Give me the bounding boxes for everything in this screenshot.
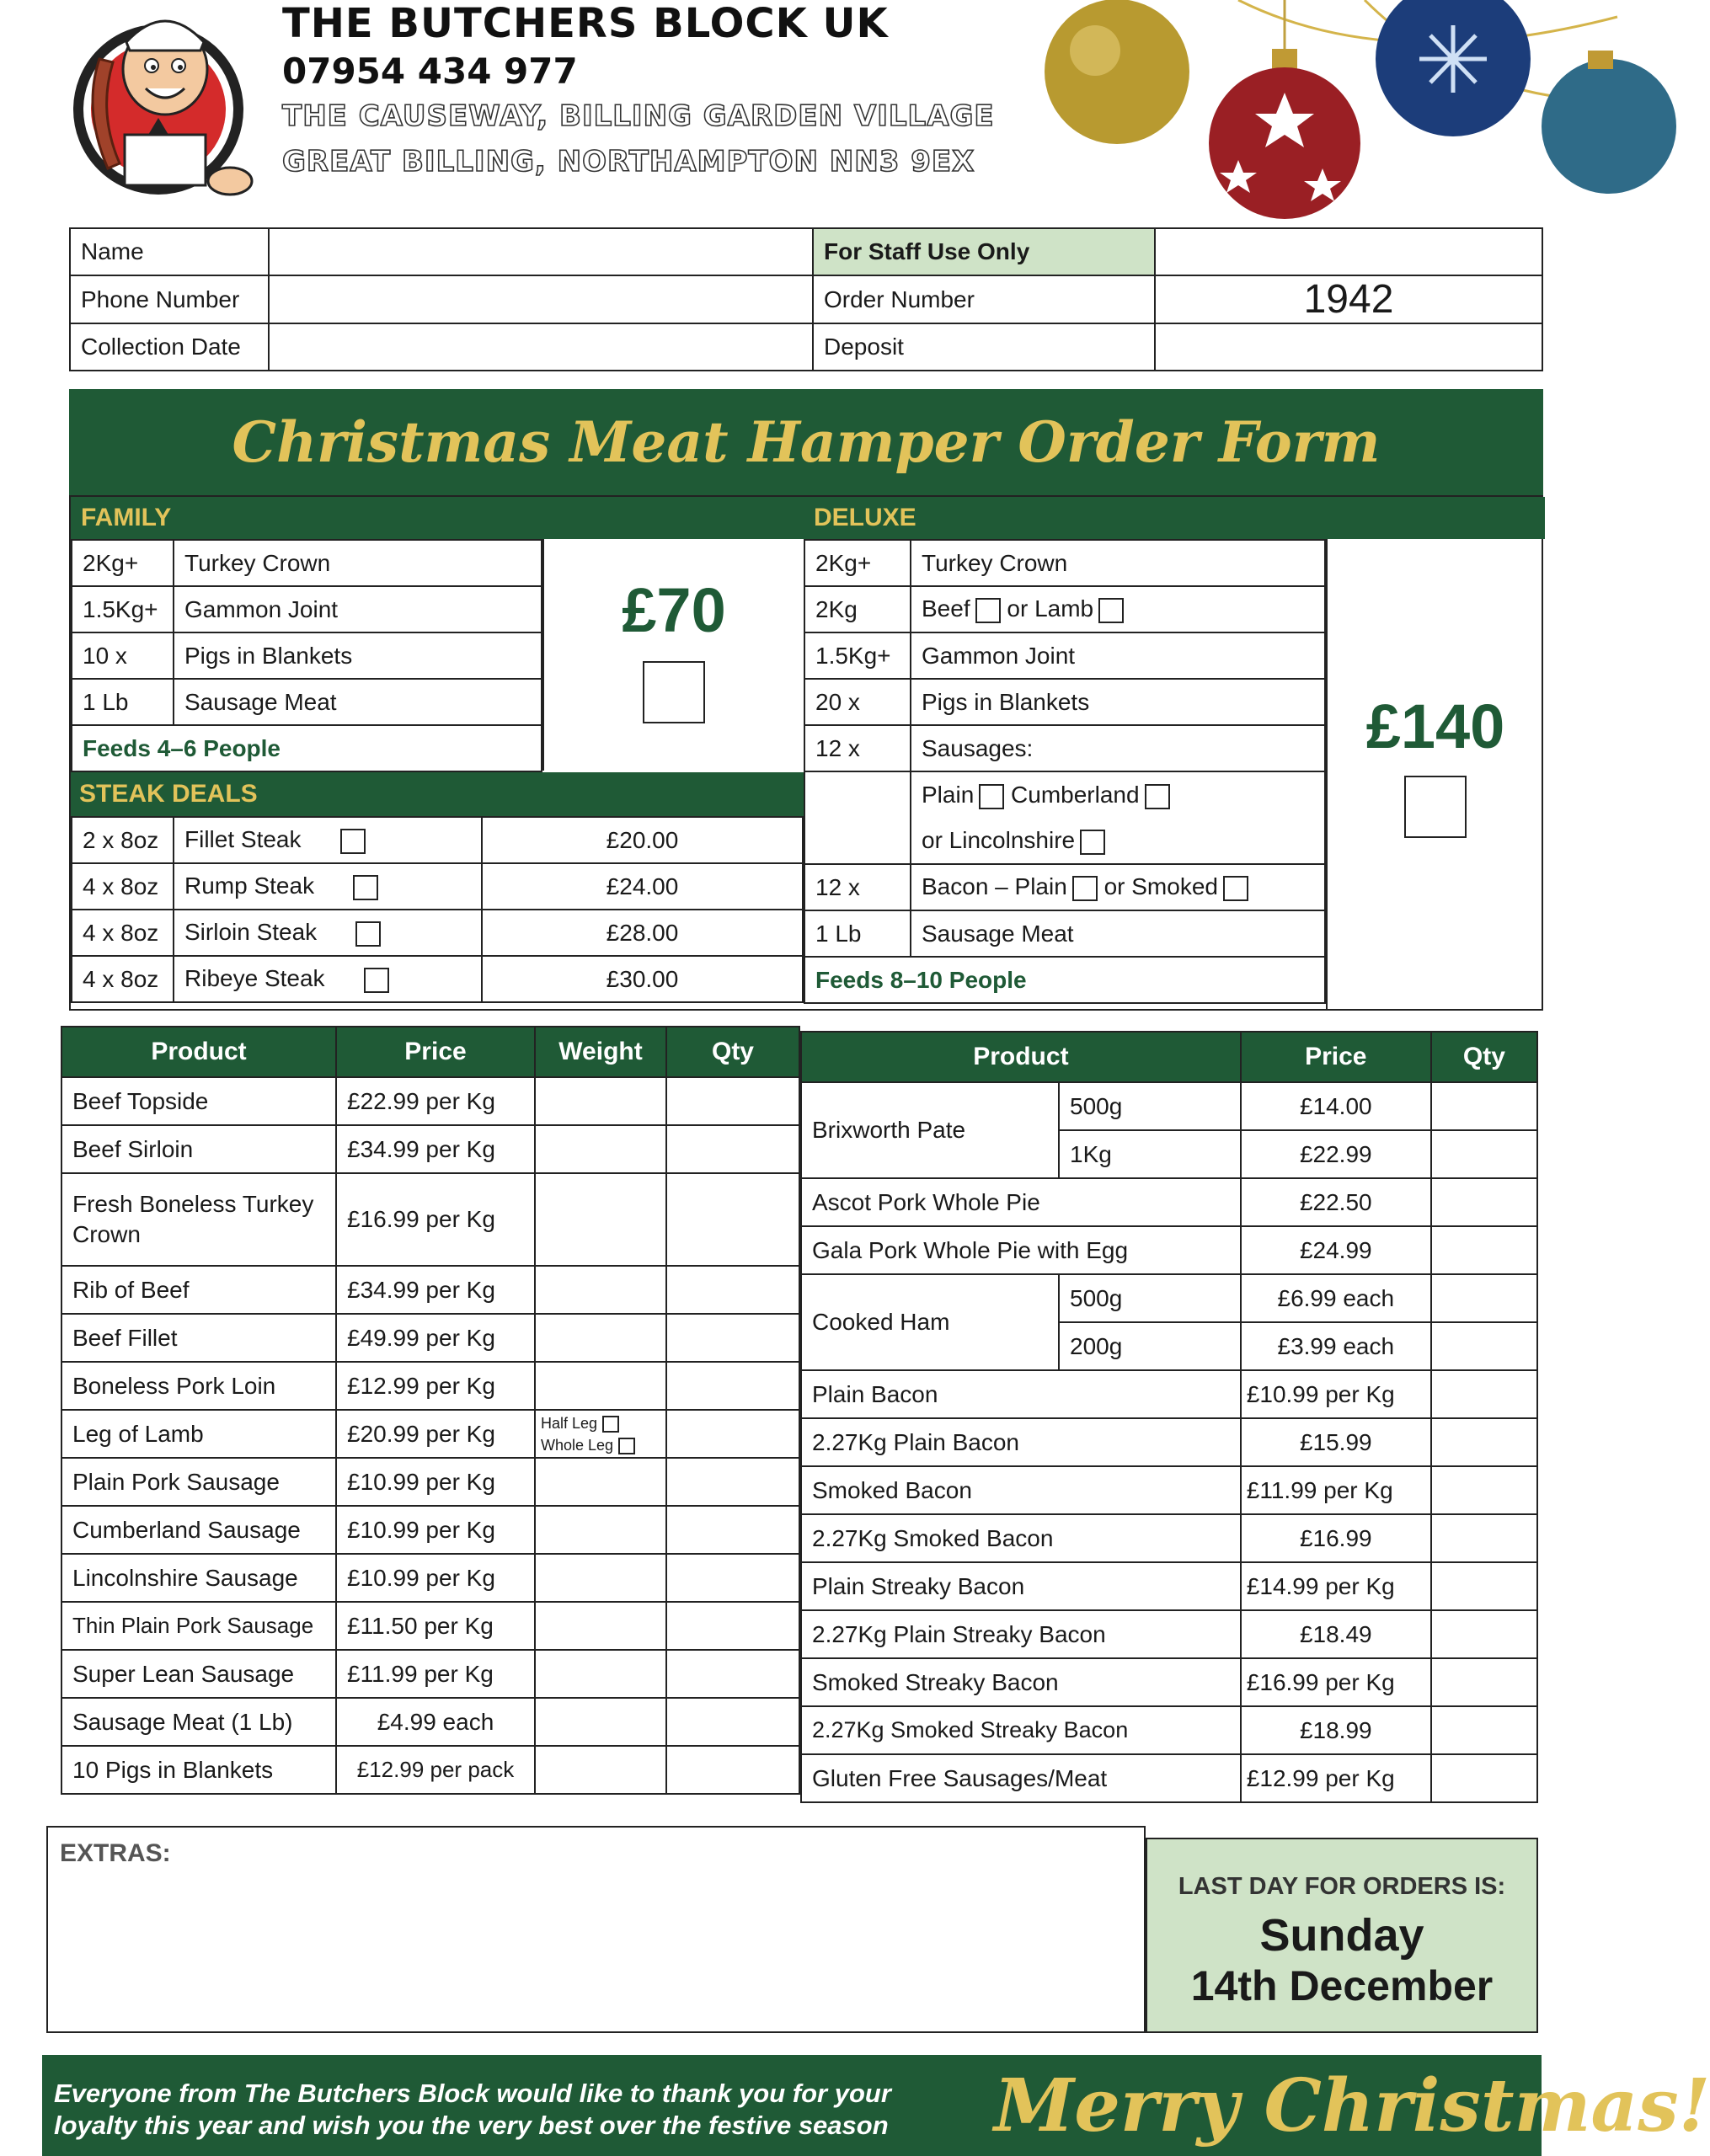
- weight-field[interactable]: [535, 1458, 666, 1506]
- product-price: £18.99: [1241, 1706, 1431, 1754]
- name-field[interactable]: [269, 228, 813, 275]
- qty-field[interactable]: [1431, 1370, 1537, 1418]
- steak-name: Ribeye Steak: [184, 965, 325, 992]
- product-name: Leg of Lamb: [61, 1410, 336, 1458]
- bacon-plain-label: Bacon – Plain: [922, 873, 1067, 900]
- staff-use-label: For Staff Use Only: [813, 228, 1155, 275]
- col-qty: Qty: [666, 1027, 799, 1077]
- product-name: 2.27Kg Plain Bacon: [801, 1418, 1241, 1466]
- product-price: £22.50: [1241, 1178, 1431, 1226]
- merry-christmas-greeting: Merry Christmas!: [994, 2063, 1710, 2148]
- deluxe-qty: 12 x: [804, 864, 911, 910]
- business-name: THE BUTCHERS BLOCK UK: [282, 0, 889, 47]
- family-item-name: Turkey Crown: [174, 540, 542, 586]
- steak-price: £30.00: [482, 956, 803, 1002]
- last-day-weekday: Sunday: [1259, 1910, 1424, 1961]
- steak-qty: 4 x 8oz: [72, 863, 174, 910]
- weight-field[interactable]: [535, 1506, 666, 1554]
- half-leg-checkbox[interactable]: [602, 1416, 619, 1433]
- col-qty: Qty: [1431, 1032, 1537, 1082]
- weight-field[interactable]: [535, 1650, 666, 1698]
- product-name: Smoked Streaky Bacon: [801, 1658, 1241, 1706]
- product-price: £6.99 each: [1241, 1274, 1431, 1322]
- deluxe-lamb-checkbox[interactable]: [1098, 598, 1124, 623]
- qty-field[interactable]: [1431, 1466, 1537, 1514]
- name-label: Name: [70, 228, 269, 275]
- product-price: £14.00: [1241, 1082, 1431, 1130]
- qty-field[interactable]: [1431, 1178, 1537, 1226]
- family-item-name: Pigs in Blankets: [174, 632, 542, 679]
- address-line-2: GREAT BILLING, NORTHAMPTON NN3 9EX: [282, 145, 975, 179]
- deluxe-checkbox[interactable]: [1404, 776, 1467, 838]
- qty-field[interactable]: [666, 1458, 799, 1506]
- family-item-qty: 1.5Kg+: [72, 586, 174, 632]
- product-price: £11.99 per Kg: [1241, 1466, 1431, 1514]
- product-price: £22.99 per Kg: [336, 1077, 535, 1125]
- product-price: £3.99 each: [1241, 1322, 1431, 1370]
- product-price: £12.99 per Kg: [336, 1362, 535, 1410]
- form-title-banner: [69, 389, 1543, 495]
- weight-field[interactable]: [535, 1698, 666, 1746]
- hamper-section: [69, 495, 1543, 1011]
- col-price: Price: [1241, 1032, 1431, 1082]
- product-price: £10.99 per Kg: [336, 1554, 535, 1602]
- christmas-baubles-decoration: [1028, 0, 1617, 227]
- deluxe-items: [804, 539, 1326, 1004]
- product-name: Sausage Meat (1 Lb): [61, 1698, 336, 1746]
- qty-field[interactable]: [666, 1266, 799, 1314]
- header: [0, 0, 1617, 211]
- qty-field[interactable]: [1431, 1274, 1537, 1322]
- col-product: Product: [61, 1027, 336, 1077]
- product-size: 200g: [1059, 1322, 1241, 1370]
- products-table-right: [800, 1031, 1538, 1803]
- deluxe-feeds: Feeds 8–10 People: [804, 957, 1325, 1003]
- half-leg-label: Half Leg: [541, 1414, 598, 1432]
- qty-field[interactable]: [1431, 1514, 1537, 1562]
- family-price: £70: [622, 575, 726, 645]
- col-weight: Weight: [535, 1027, 666, 1077]
- order-number-label: Order Number: [813, 275, 1155, 323]
- collection-date-field[interactable]: [269, 323, 813, 371]
- product-name: 2.27Kg Plain Streaky Bacon: [801, 1610, 1241, 1658]
- family-item-qty: 1 Lb: [72, 679, 174, 725]
- collection-date-label: Collection Date: [70, 323, 269, 371]
- qty-field[interactable]: [1431, 1082, 1537, 1130]
- customer-details-table: [69, 227, 1543, 371]
- deluxe-name: Pigs in Blankets: [911, 679, 1325, 725]
- deluxe-price-box: [1326, 539, 1543, 1009]
- product-price: £10.99 per Kg: [336, 1506, 535, 1554]
- qty-field[interactable]: [666, 1506, 799, 1554]
- product-name: Cooked Ham: [801, 1274, 1059, 1370]
- qty-field[interactable]: [666, 1602, 799, 1650]
- sausage-cumberland-label: Cumberland: [1011, 782, 1140, 808]
- steak-checkbox[interactable]: [340, 829, 366, 854]
- product-price: £12.99 per Kg: [1241, 1754, 1431, 1802]
- qty-field[interactable]: [666, 1077, 799, 1125]
- steak-items: [71, 816, 804, 1003]
- deluxe-heading: [804, 497, 1545, 539]
- steak-name: Sirloin Steak: [184, 919, 318, 946]
- qty-field[interactable]: [666, 1410, 799, 1458]
- product-name: Lincolnshire Sausage: [61, 1554, 336, 1602]
- steak-name: Fillet Steak: [184, 826, 302, 853]
- family-item-qty: 2Kg+: [72, 540, 174, 586]
- product-price: £14.99 per Kg: [1241, 1562, 1431, 1610]
- qty-field[interactable]: [1431, 1610, 1537, 1658]
- steak-price: £20.00: [482, 817, 803, 863]
- weight-field[interactable]: [535, 1125, 666, 1173]
- staff-use-field[interactable]: [1155, 228, 1542, 275]
- product-name: Gala Pork Whole Pie with Egg: [801, 1226, 1241, 1274]
- qty-field[interactable]: [666, 1362, 799, 1410]
- sausage-plain-checkbox[interactable]: [979, 784, 1004, 809]
- thanks-line-2: loyalty this year and wish you the very best over the festive season: [54, 2111, 889, 2140]
- qty-field[interactable]: [666, 1746, 799, 1794]
- product-price: £12.99 per pack: [336, 1746, 535, 1794]
- qty-field[interactable]: [1431, 1658, 1537, 1706]
- weight-field[interactable]: [535, 1602, 666, 1650]
- product-price: £10.99 per Kg: [1241, 1370, 1431, 1418]
- form-title: Christmas Meat Hamper Order Form: [232, 409, 1381, 475]
- product-price: £10.99 per Kg: [336, 1458, 535, 1506]
- product-price: £11.99 per Kg: [336, 1650, 535, 1698]
- qty-field[interactable]: [666, 1554, 799, 1602]
- whole-leg-checkbox[interactable]: [618, 1438, 635, 1454]
- product-price: £11.50 per Kg: [336, 1602, 535, 1650]
- qty-field[interactable]: [1431, 1562, 1537, 1610]
- weight-field[interactable]: [535, 1266, 666, 1314]
- product-size: 1Kg: [1059, 1130, 1241, 1178]
- deluxe-lamb-label: or Lamb: [1007, 595, 1094, 622]
- steak-checkbox[interactable]: [353, 875, 378, 900]
- deposit-label: Deposit: [813, 323, 1155, 371]
- bacon-plain-checkbox[interactable]: [1072, 876, 1098, 901]
- product-name: Rib of Beef: [61, 1266, 336, 1314]
- family-items: [71, 539, 542, 772]
- bacon-smoked-label: or Smoked: [1103, 873, 1218, 900]
- weight-field[interactable]: [535, 1362, 666, 1410]
- family-heading-text: FAMILY: [81, 504, 172, 531]
- product-name: Cumberland Sausage: [61, 1506, 336, 1554]
- product-name: Plain Bacon: [801, 1370, 1241, 1418]
- deluxe-qty: 12 x: [804, 725, 911, 771]
- sausage-lincolnshire-label: or Lincolnshire: [922, 827, 1076, 853]
- product-size: 500g: [1059, 1082, 1241, 1130]
- steak-checkbox[interactable]: [355, 921, 381, 947]
- qty-field[interactable]: [666, 1173, 799, 1266]
- family-heading: [71, 497, 804, 539]
- last-day-date: 14th December: [1190, 1962, 1494, 2009]
- thanks-line-1: Everyone from The Butchers Block would like to thank you for your: [54, 2079, 891, 2108]
- product-name: Smoked Bacon: [801, 1466, 1241, 1514]
- product-name: Super Lean Sausage: [61, 1650, 336, 1698]
- deluxe-name: Turkey Crown: [911, 540, 1325, 586]
- qty-field[interactable]: [666, 1698, 799, 1746]
- product-price: £24.99: [1241, 1226, 1431, 1274]
- product-price: £34.99 per Kg: [336, 1266, 535, 1314]
- phone-label: Phone Number: [70, 275, 269, 323]
- product-name: 2.27Kg Smoked Bacon: [801, 1514, 1241, 1562]
- col-price: Price: [336, 1027, 535, 1077]
- qty-field[interactable]: [666, 1125, 799, 1173]
- sausage-plain-label: Plain: [922, 782, 975, 808]
- qty-field[interactable]: [1431, 1418, 1537, 1466]
- whole-leg-label: Whole Leg: [541, 1436, 614, 1454]
- steak-qty: 4 x 8oz: [72, 956, 174, 1002]
- steak-price: £28.00: [482, 910, 803, 956]
- product-name: Thin Plain Pork Sausage: [61, 1602, 336, 1650]
- address-line-1: THE CAUSEWAY, BILLING GARDEN VILLAGE: [282, 99, 995, 133]
- product-name: Beef Topside: [61, 1077, 336, 1125]
- product-name: 2.27Kg Smoked Streaky Bacon: [801, 1706, 1241, 1754]
- family-checkbox[interactable]: [643, 661, 705, 723]
- steak-price: £24.00: [482, 863, 803, 910]
- product-name: Gluten Free Sausages/Meat: [801, 1754, 1241, 1802]
- sausage-lincolnshire-checkbox[interactable]: [1080, 830, 1105, 855]
- product-name: Fresh Boneless Turkey Crown: [61, 1173, 336, 1266]
- butcher-mascot-logo: [66, 8, 259, 198]
- product-name: Beef Fillet: [61, 1314, 336, 1362]
- product-price: £34.99 per Kg: [336, 1125, 535, 1173]
- deluxe-name: Sausage Meat: [911, 910, 1325, 957]
- qty-field[interactable]: [1431, 1322, 1537, 1370]
- product-price: £49.99 per Kg: [336, 1314, 535, 1362]
- steak-qty: 2 x 8oz: [72, 817, 174, 863]
- product-price: £16.99: [1241, 1514, 1431, 1562]
- product-name: Beef Sirloin: [61, 1125, 336, 1173]
- weight-field[interactable]: [535, 1173, 666, 1266]
- deluxe-beef-checkbox[interactable]: [975, 598, 1001, 623]
- deluxe-name: Sausages:: [911, 725, 1325, 771]
- qty-field[interactable]: [1431, 1706, 1537, 1754]
- product-name: Ascot Pork Whole Pie: [801, 1178, 1241, 1226]
- family-item-name: Gammon Joint: [174, 586, 542, 632]
- steak-heading: [71, 772, 804, 816]
- product-price: £15.99: [1241, 1418, 1431, 1466]
- deluxe-heading-text: DELUXE: [814, 504, 916, 531]
- business-phone: 07954 434 977: [282, 51, 578, 92]
- qty-field[interactable]: [666, 1314, 799, 1362]
- weight-field[interactable]: [535, 1554, 666, 1602]
- product-name: 10 Pigs in Blankets: [61, 1746, 336, 1794]
- qty-field[interactable]: [1431, 1754, 1537, 1802]
- col-product: Product: [801, 1032, 1241, 1082]
- weight-field[interactable]: [535, 1077, 666, 1125]
- footer-banner: [42, 2055, 1710, 2156]
- last-day-box: [1146, 1838, 1538, 2033]
- product-price: £22.99: [1241, 1130, 1431, 1178]
- product-price: £4.99 each: [336, 1698, 535, 1746]
- steak-name: Rump Steak: [184, 873, 315, 899]
- family-item-qty: 10 x: [72, 632, 174, 679]
- product-name: Boneless Pork Loin: [61, 1362, 336, 1410]
- product-price: £16.99 per Kg: [336, 1173, 535, 1266]
- deluxe-qty: 1 Lb: [804, 910, 911, 957]
- qty-field[interactable]: [1431, 1226, 1537, 1274]
- family-feeds: Feeds 4–6 People: [72, 725, 542, 771]
- last-day-label: LAST DAY FOR ORDERS IS:: [1178, 1873, 1506, 1900]
- products-table-left: [61, 1026, 800, 1795]
- family-item-name: Sausage Meat: [174, 679, 542, 725]
- deluxe-price: £140: [1365, 691, 1505, 761]
- qty-field[interactable]: [666, 1650, 799, 1698]
- deluxe-qty: 2Kg+: [804, 540, 911, 586]
- deluxe-name: Gammon Joint: [911, 632, 1325, 679]
- bacon-smoked-checkbox[interactable]: [1223, 876, 1248, 901]
- product-price: £18.49: [1241, 1610, 1431, 1658]
- deluxe-qty: 1.5Kg+: [804, 632, 911, 679]
- product-name: Brixworth Pate: [801, 1082, 1059, 1178]
- deluxe-qty: 20 x: [804, 679, 911, 725]
- product-price: £16.99 per Kg: [1241, 1658, 1431, 1706]
- deluxe-qty: 2Kg: [804, 586, 911, 632]
- steak-qty: 4 x 8oz: [72, 910, 174, 956]
- family-price-box: [542, 539, 804, 771]
- weight-field[interactable]: [535, 1314, 666, 1362]
- product-price: £20.99 per Kg: [336, 1410, 535, 1458]
- product-name: Plain Pork Sausage: [61, 1458, 336, 1506]
- extras-box[interactable]: [46, 1826, 1146, 2033]
- order-number-value[interactable]: 1942: [1155, 275, 1542, 323]
- steak-heading-text: STEAK DEALS: [79, 780, 258, 808]
- deluxe-beef-label: Beef: [922, 595, 970, 622]
- sausage-cumberland-checkbox[interactable]: [1145, 784, 1170, 809]
- qty-field[interactable]: [1431, 1130, 1537, 1178]
- product-name: Plain Streaky Bacon: [801, 1562, 1241, 1610]
- deposit-field[interactable]: [1155, 323, 1542, 371]
- extras-label: EXTRAS:: [60, 1839, 171, 1867]
- product-size: 500g: [1059, 1274, 1241, 1322]
- steak-checkbox[interactable]: [364, 968, 389, 993]
- phone-field[interactable]: [269, 275, 813, 323]
- weight-field[interactable]: [535, 1746, 666, 1794]
